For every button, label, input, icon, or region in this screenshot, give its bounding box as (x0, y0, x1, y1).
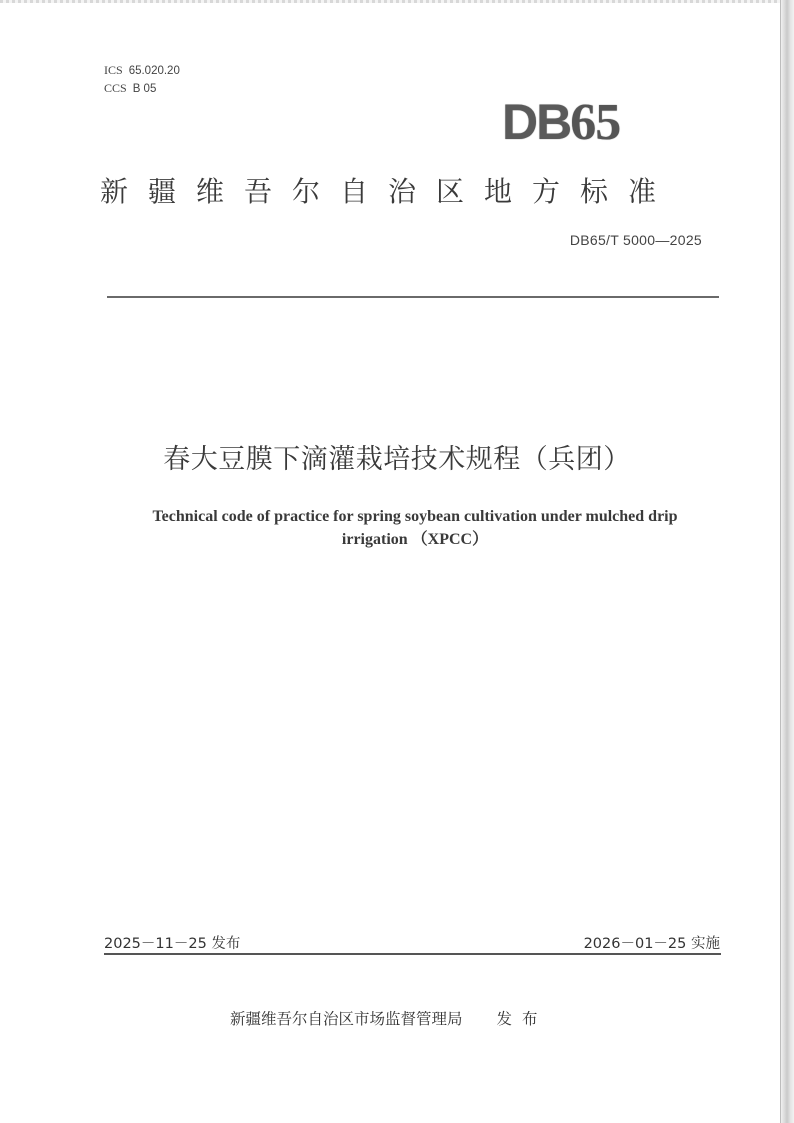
scan-right-edge-line (780, 0, 781, 1123)
en-title-line-1: Technical code of practice for spring soybean cultivation under mulched drip (152, 508, 678, 525)
scan-top-border (0, 0, 794, 3)
publisher-name: 新疆维吾尔自治区市场监督管理局 (230, 1010, 463, 1028)
header-divider (107, 296, 719, 298)
db65-logo (502, 96, 620, 149)
en-title-line-2: irrigation （XPCC） (341, 531, 489, 548)
ics-row (104, 62, 180, 80)
date-row (104, 930, 720, 954)
publisher-action: 发布 (496, 1010, 548, 1028)
ccs-row (104, 80, 180, 98)
standard-type-title: 新疆维吾尔自治区地方标准 (100, 175, 677, 208)
logo-letters: DB (502, 94, 571, 150)
ccs-label: CCS (104, 81, 127, 95)
ics-label: ICS (104, 63, 123, 77)
logo-number: 65 (570, 94, 621, 151)
issue-date: 2025－11－25 发布 (104, 936, 241, 952)
publisher-line (230, 1007, 548, 1029)
ics-code: 65.020.20 (128, 65, 180, 77)
ccs-code: B 05 (132, 83, 157, 95)
scan-right-edge (780, 0, 794, 1123)
document-title-en (110, 505, 720, 551)
standard-number: DB65/T 5000—2025 (569, 232, 702, 248)
classification-codes (104, 62, 180, 98)
implementation-date: 2026－01－25 实施 (583, 936, 720, 952)
document-title-zh: 春大豆膜下滴灌栽培技术规程（兵团） (163, 444, 631, 475)
footer-divider (104, 953, 721, 955)
